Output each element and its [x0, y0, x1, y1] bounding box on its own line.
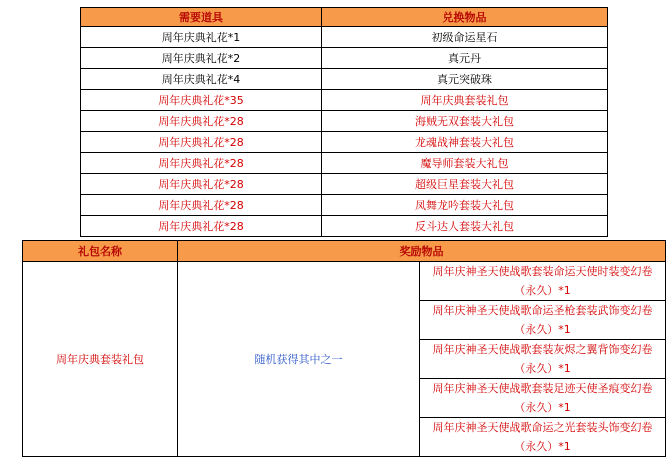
package-name-header: 礼包名称 — [23, 241, 178, 262]
exchange-item-cell: 初级命运星石 — [322, 27, 608, 48]
required-item-cell: 周年庆典礼花*28 — [81, 216, 322, 237]
exchange-header-row — [81, 8, 608, 27]
required-item-cell: 周年庆典礼花*28 — [81, 153, 322, 174]
exchange-item-cell: 真元突破珠 — [322, 69, 608, 90]
required-item-cell: 周年庆典礼花*1 — [81, 27, 322, 48]
reward-item-cell: 周年庆神圣天使战歌命运之光套装头饰变幻卷（永久）*1 — [420, 418, 666, 457]
exchange-item-cell: 反斗达人套装大礼包 — [322, 216, 608, 237]
table-row — [23, 262, 666, 301]
reward-item-cell: 周年庆神圣天使战歌命运圣枪套装武饰变幻卷（永久）*1 — [420, 301, 666, 340]
table-row — [81, 27, 608, 48]
required-items-header: 需要道具 — [81, 8, 322, 27]
exchange-table — [80, 7, 608, 237]
rewards-table — [22, 240, 666, 457]
reward-item-cell: 周年庆神圣天使战歌套装命运天使时装变幻卷（永久）*1 — [420, 262, 666, 301]
exchange-item-cell: 凤舞龙吟套装大礼包 — [322, 195, 608, 216]
exchange-items-header: 兑换物品 — [322, 8, 608, 27]
reward-item-cell: 周年庆神圣天使战歌套装足迹天使圣痕变幻卷（永久）*1 — [420, 379, 666, 418]
required-item-cell: 周年庆典礼花*28 — [81, 174, 322, 195]
required-item-cell: 周年庆典礼花*4 — [81, 69, 322, 90]
table-row — [81, 216, 608, 237]
required-item-cell: 周年庆典礼花*28 — [81, 111, 322, 132]
table-row — [81, 90, 608, 111]
required-item-cell: 周年庆典礼花*35 — [81, 90, 322, 111]
exchange-item-cell: 超级巨星套装大礼包 — [322, 174, 608, 195]
exchange-item-cell: 周年庆典套装礼包 — [322, 90, 608, 111]
exchange-item-cell: 真元丹 — [322, 48, 608, 69]
reward-item-cell: 周年庆神圣天使战歌套装灰烬之翼背饰变幻卷（永久）*1 — [420, 340, 666, 379]
exchange-item-cell: 魔导师套装大礼包 — [322, 153, 608, 174]
rewards-header-row — [23, 241, 666, 262]
table-row — [81, 132, 608, 153]
table-row — [81, 111, 608, 132]
required-item-cell: 周年庆典礼花*28 — [81, 195, 322, 216]
package-name-cell: 周年庆典套装礼包 — [23, 262, 178, 457]
reward-method-cell: 随机获得其中之一 — [178, 262, 420, 457]
table-row — [81, 174, 608, 195]
reward-items-header: 奖励物品 — [178, 241, 666, 262]
exchange-item-cell: 海贼无双套装大礼包 — [322, 111, 608, 132]
exchange-item-cell: 龙魂战神套装大礼包 — [322, 132, 608, 153]
table-row — [81, 48, 608, 69]
required-item-cell: 周年庆典礼花*28 — [81, 132, 322, 153]
required-item-cell: 周年庆典礼花*2 — [81, 48, 322, 69]
table-row — [81, 69, 608, 90]
table-row — [81, 195, 608, 216]
table-row — [81, 153, 608, 174]
